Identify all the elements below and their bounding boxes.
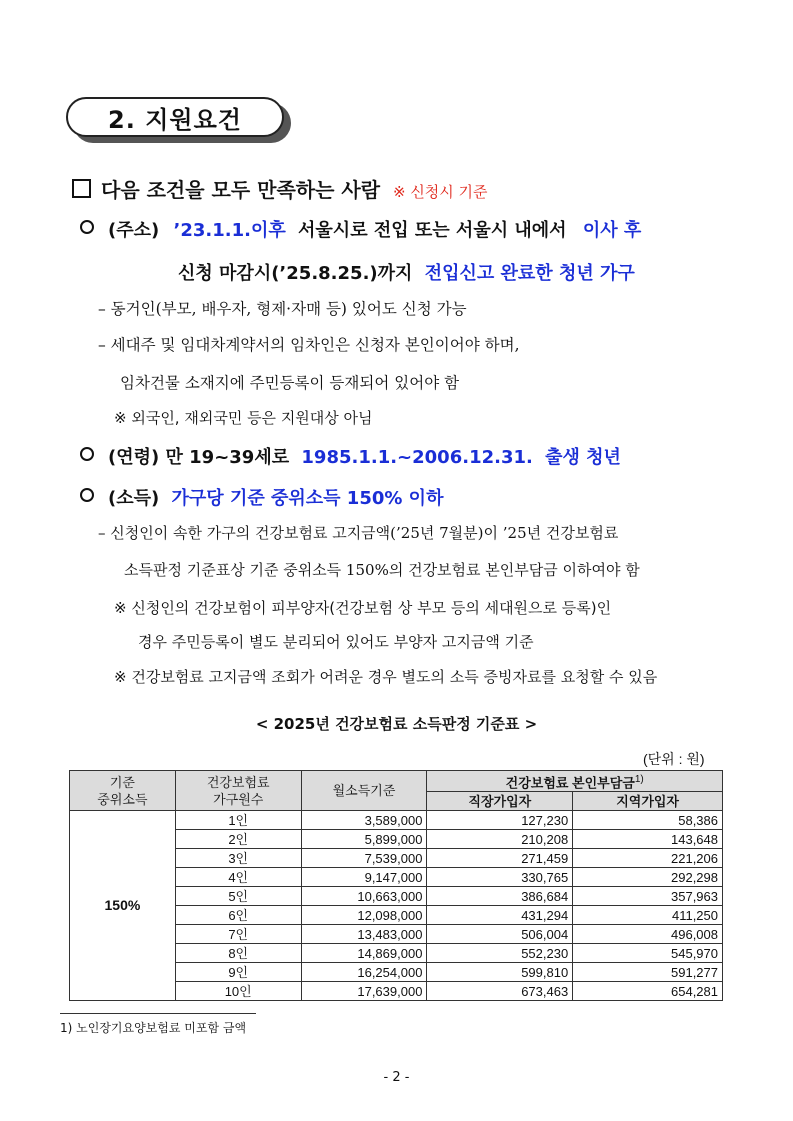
household-size-cell: 2인 [175, 830, 301, 849]
address-note: ※ 외국인, 재외국민 등은 지원대상 아님 [114, 409, 373, 427]
address-deadline: 신청 마감시(’25.8.25.)까지 [178, 263, 413, 284]
household-size-cell: 4인 [175, 868, 301, 887]
employee-premium-cell: 271,459 [427, 849, 573, 868]
address-move: 이사 후 [582, 220, 642, 241]
employee-premium-cell: 330,765 [427, 868, 573, 887]
main-heading-text: 다음 조건을 모두 만족하는 사람 [101, 178, 381, 202]
address-bullet-2-line-1: – 세대주 및 임대차계약서의 임차인은 신청자 본인이어야 하며, [98, 336, 520, 354]
header-monthly-income: 월소득기준 [301, 771, 427, 811]
regional-premium-cell: 411,250 [573, 906, 723, 925]
household-size-cell: 6인 [175, 906, 301, 925]
monthly-income-cell: 16,254,000 [301, 963, 427, 982]
table-unit: (단위 : 원) [643, 751, 705, 767]
checkbox-icon [72, 179, 91, 198]
income-note-2: ※ 건강보험료 고지금액 조회가 어려운 경우 별도의 소득 증빙자료를 요청할 수 있음 [114, 668, 658, 686]
employee-premium-cell: 599,810 [427, 963, 573, 982]
monthly-income-cell: 3,589,000 [301, 811, 427, 830]
income-note-1-line-1: ※ 신청인의 건강보험이 피부양자(건강보험 상 부모 등의 세대원으로 등록)인 [114, 599, 612, 617]
address-label: (주소) [108, 220, 160, 241]
household-size-cell: 10인 [175, 982, 301, 1001]
monthly-income-cell: 5,899,000 [301, 830, 427, 849]
age-range: 1985.1.1.~2006.12.31. [301, 447, 533, 468]
income-bullet-line-2: 소득판정 기준표상 기준 중위소득 150%의 건강보험료 본인부담금 이하여야 함 [124, 561, 640, 579]
household-size-cell: 9인 [175, 963, 301, 982]
income-line [80, 484, 443, 510]
address-date: ’23.1.1.이후 [173, 220, 286, 241]
footnote: 1) 노인장기요양보험료 미포함 금액 [60, 1021, 247, 1035]
footnote-marker: 1) [634, 774, 644, 785]
household-size-cell: 5인 [175, 887, 301, 906]
regional-premium-cell: 357,963 [573, 887, 723, 906]
regional-premium-cell: 545,970 [573, 944, 723, 963]
employee-premium-cell: 431,294 [427, 906, 573, 925]
main-heading [72, 174, 488, 203]
address-line-1 [80, 216, 641, 242]
regional-premium-cell: 292,298 [573, 868, 723, 887]
regional-premium-cell: 496,008 [573, 925, 723, 944]
household-size-cell: 7인 [175, 925, 301, 944]
header-regional: 지역가입자 [573, 792, 723, 811]
address-completion: 전입신고 완료한 청년 가구 [424, 263, 635, 284]
income-criteria-table [69, 770, 723, 1001]
heading-note: ※ 신청시 기준 [392, 183, 488, 201]
footnote-divider [60, 1013, 256, 1014]
household-size-cell: 3인 [175, 849, 301, 868]
household-size-cell: 1인 [175, 811, 301, 830]
bullet-circle-icon [80, 220, 94, 234]
page-number: - 2 - [383, 1070, 410, 1085]
employee-premium-cell: 552,230 [427, 944, 573, 963]
monthly-income-cell: 7,539,000 [301, 849, 427, 868]
header-median-income: 기준 중위소득 [70, 771, 176, 811]
monthly-income-cell: 10,663,000 [301, 887, 427, 906]
bullet-circle-icon [80, 447, 94, 461]
address-bullet-1: – 동거인(부모, 배우자, 형제·자매 등) 있어도 신청 가능 [98, 300, 467, 318]
monthly-income-cell: 17,639,000 [301, 982, 427, 1001]
employee-premium-cell: 127,230 [427, 811, 573, 830]
employee-premium-cell: 506,004 [427, 925, 573, 944]
income-bullet-line-1: – 신청인이 속한 가구의 건강보험료 고지금액(’25년 7월분)이 ’25년 건강보험료 [98, 524, 619, 542]
age-tail: 출생 청년 [545, 447, 621, 468]
address-bullet-2-line-2: 임차건물 소재지에 주민등록이 등재되어 있어야 함 [120, 374, 460, 392]
regional-premium-cell: 654,281 [573, 982, 723, 1001]
table-caption: < 2025년 건강보험료 소득판정 기준표 > [255, 715, 538, 733]
regional-premium-cell: 591,277 [573, 963, 723, 982]
income-label: (소득) [108, 488, 160, 509]
employee-premium-cell: 210,208 [427, 830, 573, 849]
household-size-cell: 8인 [175, 944, 301, 963]
employee-premium-cell: 386,684 [427, 887, 573, 906]
employee-premium-cell: 673,463 [427, 982, 573, 1001]
header-premium: 건강보험료 본인부담금$^{1)}$ [427, 771, 723, 792]
regional-premium-cell: 143,648 [573, 830, 723, 849]
monthly-income-cell: 9,147,000 [301, 868, 427, 887]
income-note-1-line-2: 경우 주민등록이 별도 분리되어 있어도 부양자 고지금액 기준 [138, 633, 534, 651]
income-criteria: 가구당 기준 중위소득 150% 이하 [171, 488, 444, 509]
address-line-2 [178, 259, 635, 285]
monthly-income-cell: 13,483,000 [301, 925, 427, 944]
age-label: (연령) 만 19~39세로 [108, 447, 290, 468]
address-mid: 서울시로 전입 또는 서울시 내에서 [298, 220, 567, 241]
median-income-group: 150% [70, 811, 176, 1001]
monthly-income-cell: 12,098,000 [301, 906, 427, 925]
section-title: 2. 지원요건 [66, 97, 284, 137]
table-row [70, 811, 723, 830]
regional-premium-cell: 58,386 [573, 811, 723, 830]
monthly-income-cell: 14,869,000 [301, 944, 427, 963]
header-employee: 직장가입자 [427, 792, 573, 811]
bullet-circle-icon [80, 488, 94, 502]
header-household-size: 건강보험료 가구원수 [175, 771, 301, 811]
regional-premium-cell: 221,206 [573, 849, 723, 868]
age-line [80, 443, 621, 469]
